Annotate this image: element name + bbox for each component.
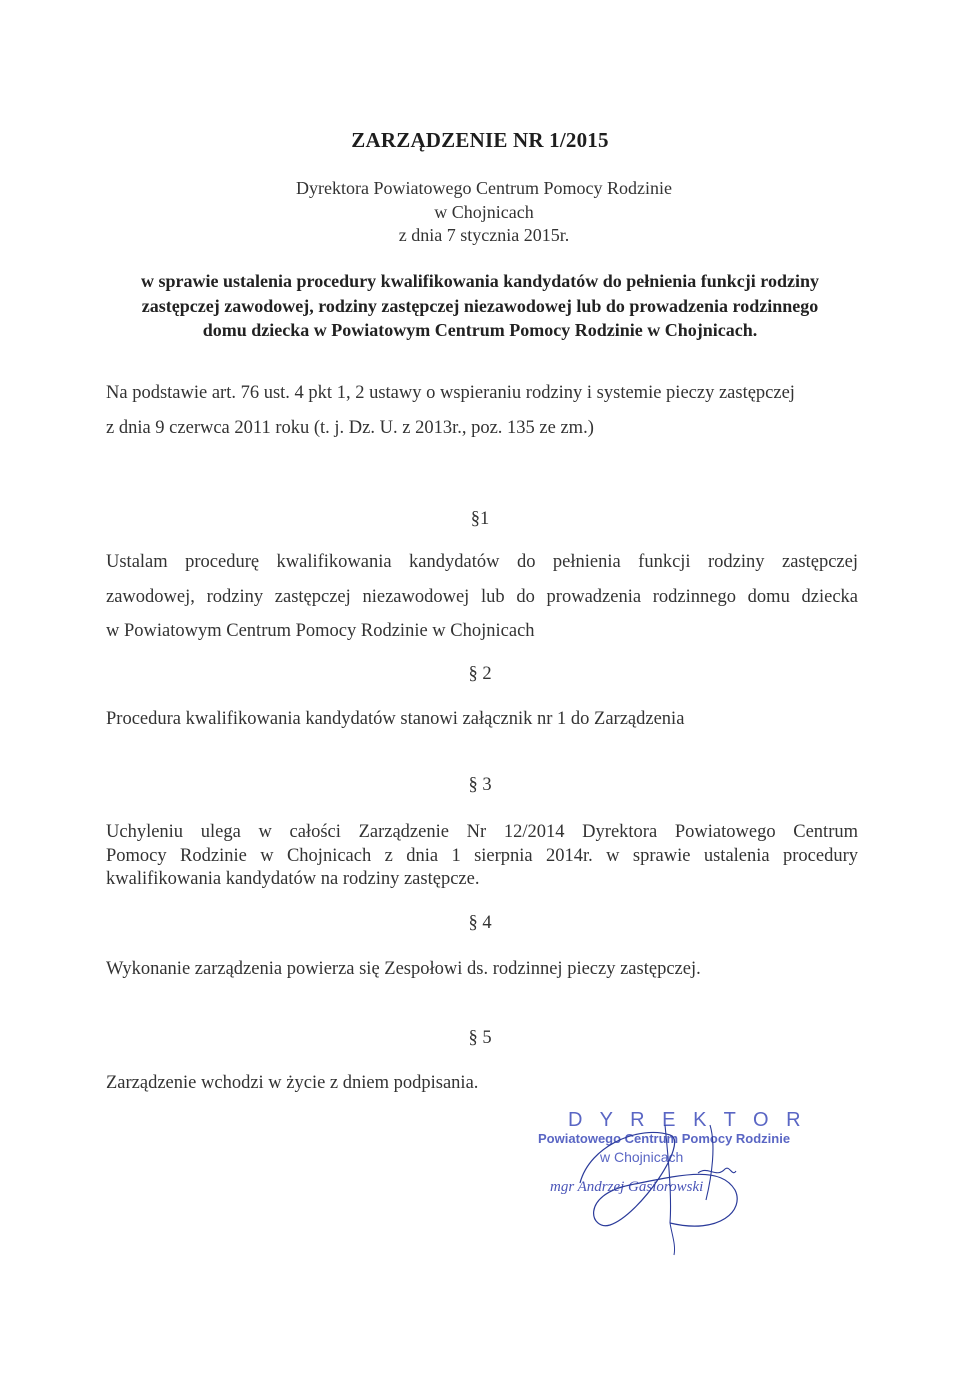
issue-date: z dnia 7 stycznia 2015r. bbox=[398, 225, 570, 245]
legal-basis-line-2: z dnia 9 czerwca 2011 roku (t. j. Dz. U. z 2013r., poz. 135 ze zm.) bbox=[106, 418, 594, 438]
section-4-line-1: Wykonanie zarządzenia powierza się Zespołowi ds. rodzinnej pieczy zastępczej. bbox=[106, 959, 701, 979]
section-3-line-3: kwalifikowania kandydatów na rodziny zastępcze. bbox=[106, 869, 480, 889]
issuer-line: Dyrektora Powiatowego Centrum Pomocy Rodzinie bbox=[296, 178, 672, 198]
subject-line-1: w sprawie ustalenia procedury kwalifikowania kandydatów do pełnienia funkcji rodziny bbox=[141, 271, 819, 291]
section-2-line-1: Procedura kwalifikowania kandydatów stanowi załącznik nr 1 do Zarządzenia bbox=[106, 709, 685, 729]
section-3-line-2: Pomocy Rodzinie w Chojnicach z dnia 1 sierpnia 2014r. w sprawie ustalenia procedury bbox=[106, 846, 858, 866]
section-1-line-2: zawodowej, rodziny zastępczej niezawodowej lub do prowadzenia rodzinnego domu dziecka bbox=[106, 587, 858, 607]
director-stamp bbox=[520, 1105, 807, 1265]
section-5-line-1: Zarządzenie wchodzi w życie z dniem podpisania. bbox=[106, 1073, 479, 1093]
section-2-heading: § 2 bbox=[468, 664, 492, 684]
stamp-title: D Y R E K T O R bbox=[568, 1109, 807, 1131]
section-1-line-3: w Powiatowym Centrum Pomocy Rodzinie w Chojnicach bbox=[106, 621, 535, 641]
issuer-city: w Chojnicach bbox=[434, 202, 534, 222]
section-1-heading: §1 bbox=[470, 509, 490, 529]
document-title: ZARZĄDZENIE NR 1/2015 bbox=[351, 128, 609, 152]
stamp-city: w Chojnicach bbox=[600, 1149, 684, 1165]
section-4-heading: § 4 bbox=[468, 913, 492, 933]
section-5-heading: § 5 bbox=[468, 1028, 492, 1048]
stamp-name: mgr Andrzej Gasiorowski bbox=[550, 1179, 704, 1195]
section-1-line-1: Ustalam procedurę kwalifikowania kandydatów do pełnienia funkcji rodziny zastępczej bbox=[106, 552, 858, 572]
signature-icon bbox=[520, 1105, 780, 1265]
subject-line-2: zastępczej zawodowej, rodziny zastępczej niezawodowej lub do prowadzenia rodzinnego bbox=[141, 296, 819, 316]
section-3-line-1: Uchyleniu ulega w całości Zarządzenie Nr 12/2014 Dyrektora Powiatowego Centrum bbox=[106, 822, 858, 842]
stamp-institution: Powiatowego Centrum Pomocy Rodzinie bbox=[538, 1131, 791, 1146]
subject-line-3: domu dziecka w Powiatowym Centrum Pomocy Rodzinie w Chojnicach. bbox=[202, 320, 758, 340]
legal-basis-line-1: Na podstawie art. 76 ust. 4 pkt 1, 2 ustawy o wspieraniu rodziny i systemie pieczy zastępczej bbox=[106, 383, 795, 403]
section-3-heading: § 3 bbox=[468, 775, 492, 795]
